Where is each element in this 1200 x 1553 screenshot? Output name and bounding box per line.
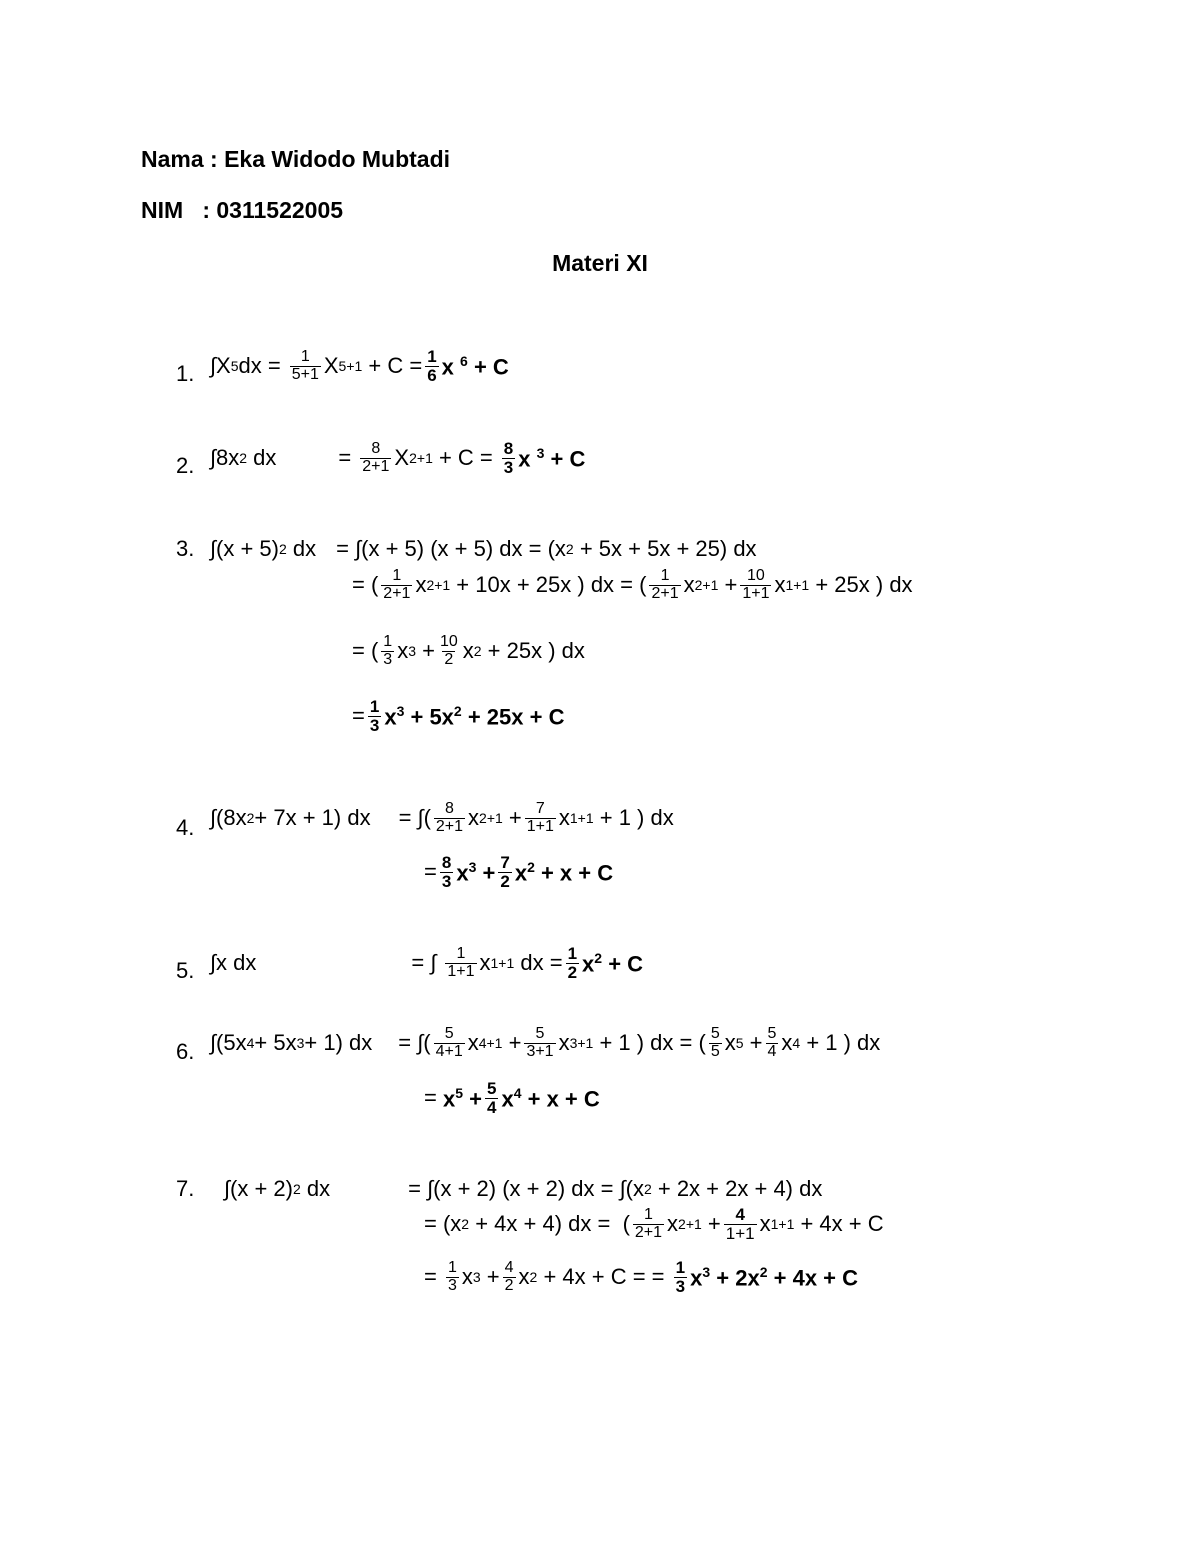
student-name: Nama : Eka Widodo Mubtadi: [141, 146, 451, 172]
problem-4-line-1: ∫(8x 2 + 7x + 1) dx = ∫( $\frac{8}{2+1}$ x 2+1 + $\frac{7}{1+1}$ x 1+1 + 1 ) dx: [210, 800, 674, 835]
problem-number-7: 7.: [176, 1176, 195, 1201]
problem-3-line-3: = ( $\frac{1}{3}$ x 3 + $\frac{10}{2}$ x 2 + 25x ) dx: [352, 633, 585, 668]
problem-7-line-2: = (x 2 + 4x + 4) dx = ( $\frac{1}{2+1}$ x 2+1 + $\frac{4}{1+1}$ x 1+1 + 4x + C: [424, 1205, 884, 1243]
problem-1-equation: ∫X 5 dx = $\frac{1}{5+1}$ X 5+1 + C = $\frac{1}{6}$ x $^6$ + C: [210, 347, 509, 385]
problem-3-line-1: ∫(x + 5) 2 dx = ∫(x + 5) (x + 5) dx = (x 2 + 5x + 5x + 25) dx: [210, 536, 757, 561]
problem-number-2: 2.: [176, 453, 195, 478]
problem-6-line-2: = $x^5$ + $\frac{5}{4}$ $x^4 + x + C$: [424, 1079, 600, 1117]
problem-number-6: 6.: [176, 1039, 195, 1064]
student-nim: NIM : 0311522005: [141, 197, 344, 223]
problem-3-line-2: = ( $\frac{1}{2+1}$ x 2+1 + 10x + 25x ) dx = ( $\frac{1}{2+1}$ x 2+1 + $\frac{10}{1+1}$ x 1+1 + 25x ) dx: [352, 567, 913, 602]
problem-3-line-4: = $\frac{1}{3}$ $x^3 + 5x^2 + 25x + C$: [352, 697, 565, 735]
problem-4-line-2: = $\frac{8}{3}$ $x^3$ + $\frac{7}{2}$ $x^2 + x + C$: [424, 853, 614, 891]
problem-number-3: 3.: [176, 536, 195, 561]
problem-5-equation: ∫x dx = ∫ $\frac{1}{1+1}$ x 1+1 dx = $\frac{1}{2}$ $x^2 + C$: [210, 944, 644, 982]
problem-7-line-3: = $\frac{1}{3}$ x 3 + $\frac{4}{2}$ x 2 + 4x + C = = $\frac{1}{3}$ $x^3 + 2x^2 + 4x + C$: [424, 1258, 859, 1296]
problem-number-1: 1.: [176, 361, 195, 386]
problem-number-5: 5.: [176, 958, 195, 983]
problem-2-equation: ∫8x 2 dx = $\frac{8}{2+1}$ X 2+1 + C = $\frac{8}{3}$ x $^3$ + C: [210, 439, 586, 477]
problem-7-line-1: ∫(x + 2) 2 dx = ∫(x + 2) (x + 2) dx = ∫(x 2 + 2x + 2x + 4) dx: [224, 1176, 823, 1201]
page-title: Materi XI: [552, 250, 648, 276]
problem-6-line-1: ∫(5x 4 + 5x 3 + 1) dx = ∫( $\frac{5}{4+1}$ x 4+1 + $\frac{5}{3+1}$ x 3+1 + 1 ) dx = ( $\frac{5}{5}$ x 5 + $\frac{5}{4}$ x 4 + 1 ) dx: [210, 1025, 881, 1060]
problem-number-4: 4.: [176, 815, 195, 840]
